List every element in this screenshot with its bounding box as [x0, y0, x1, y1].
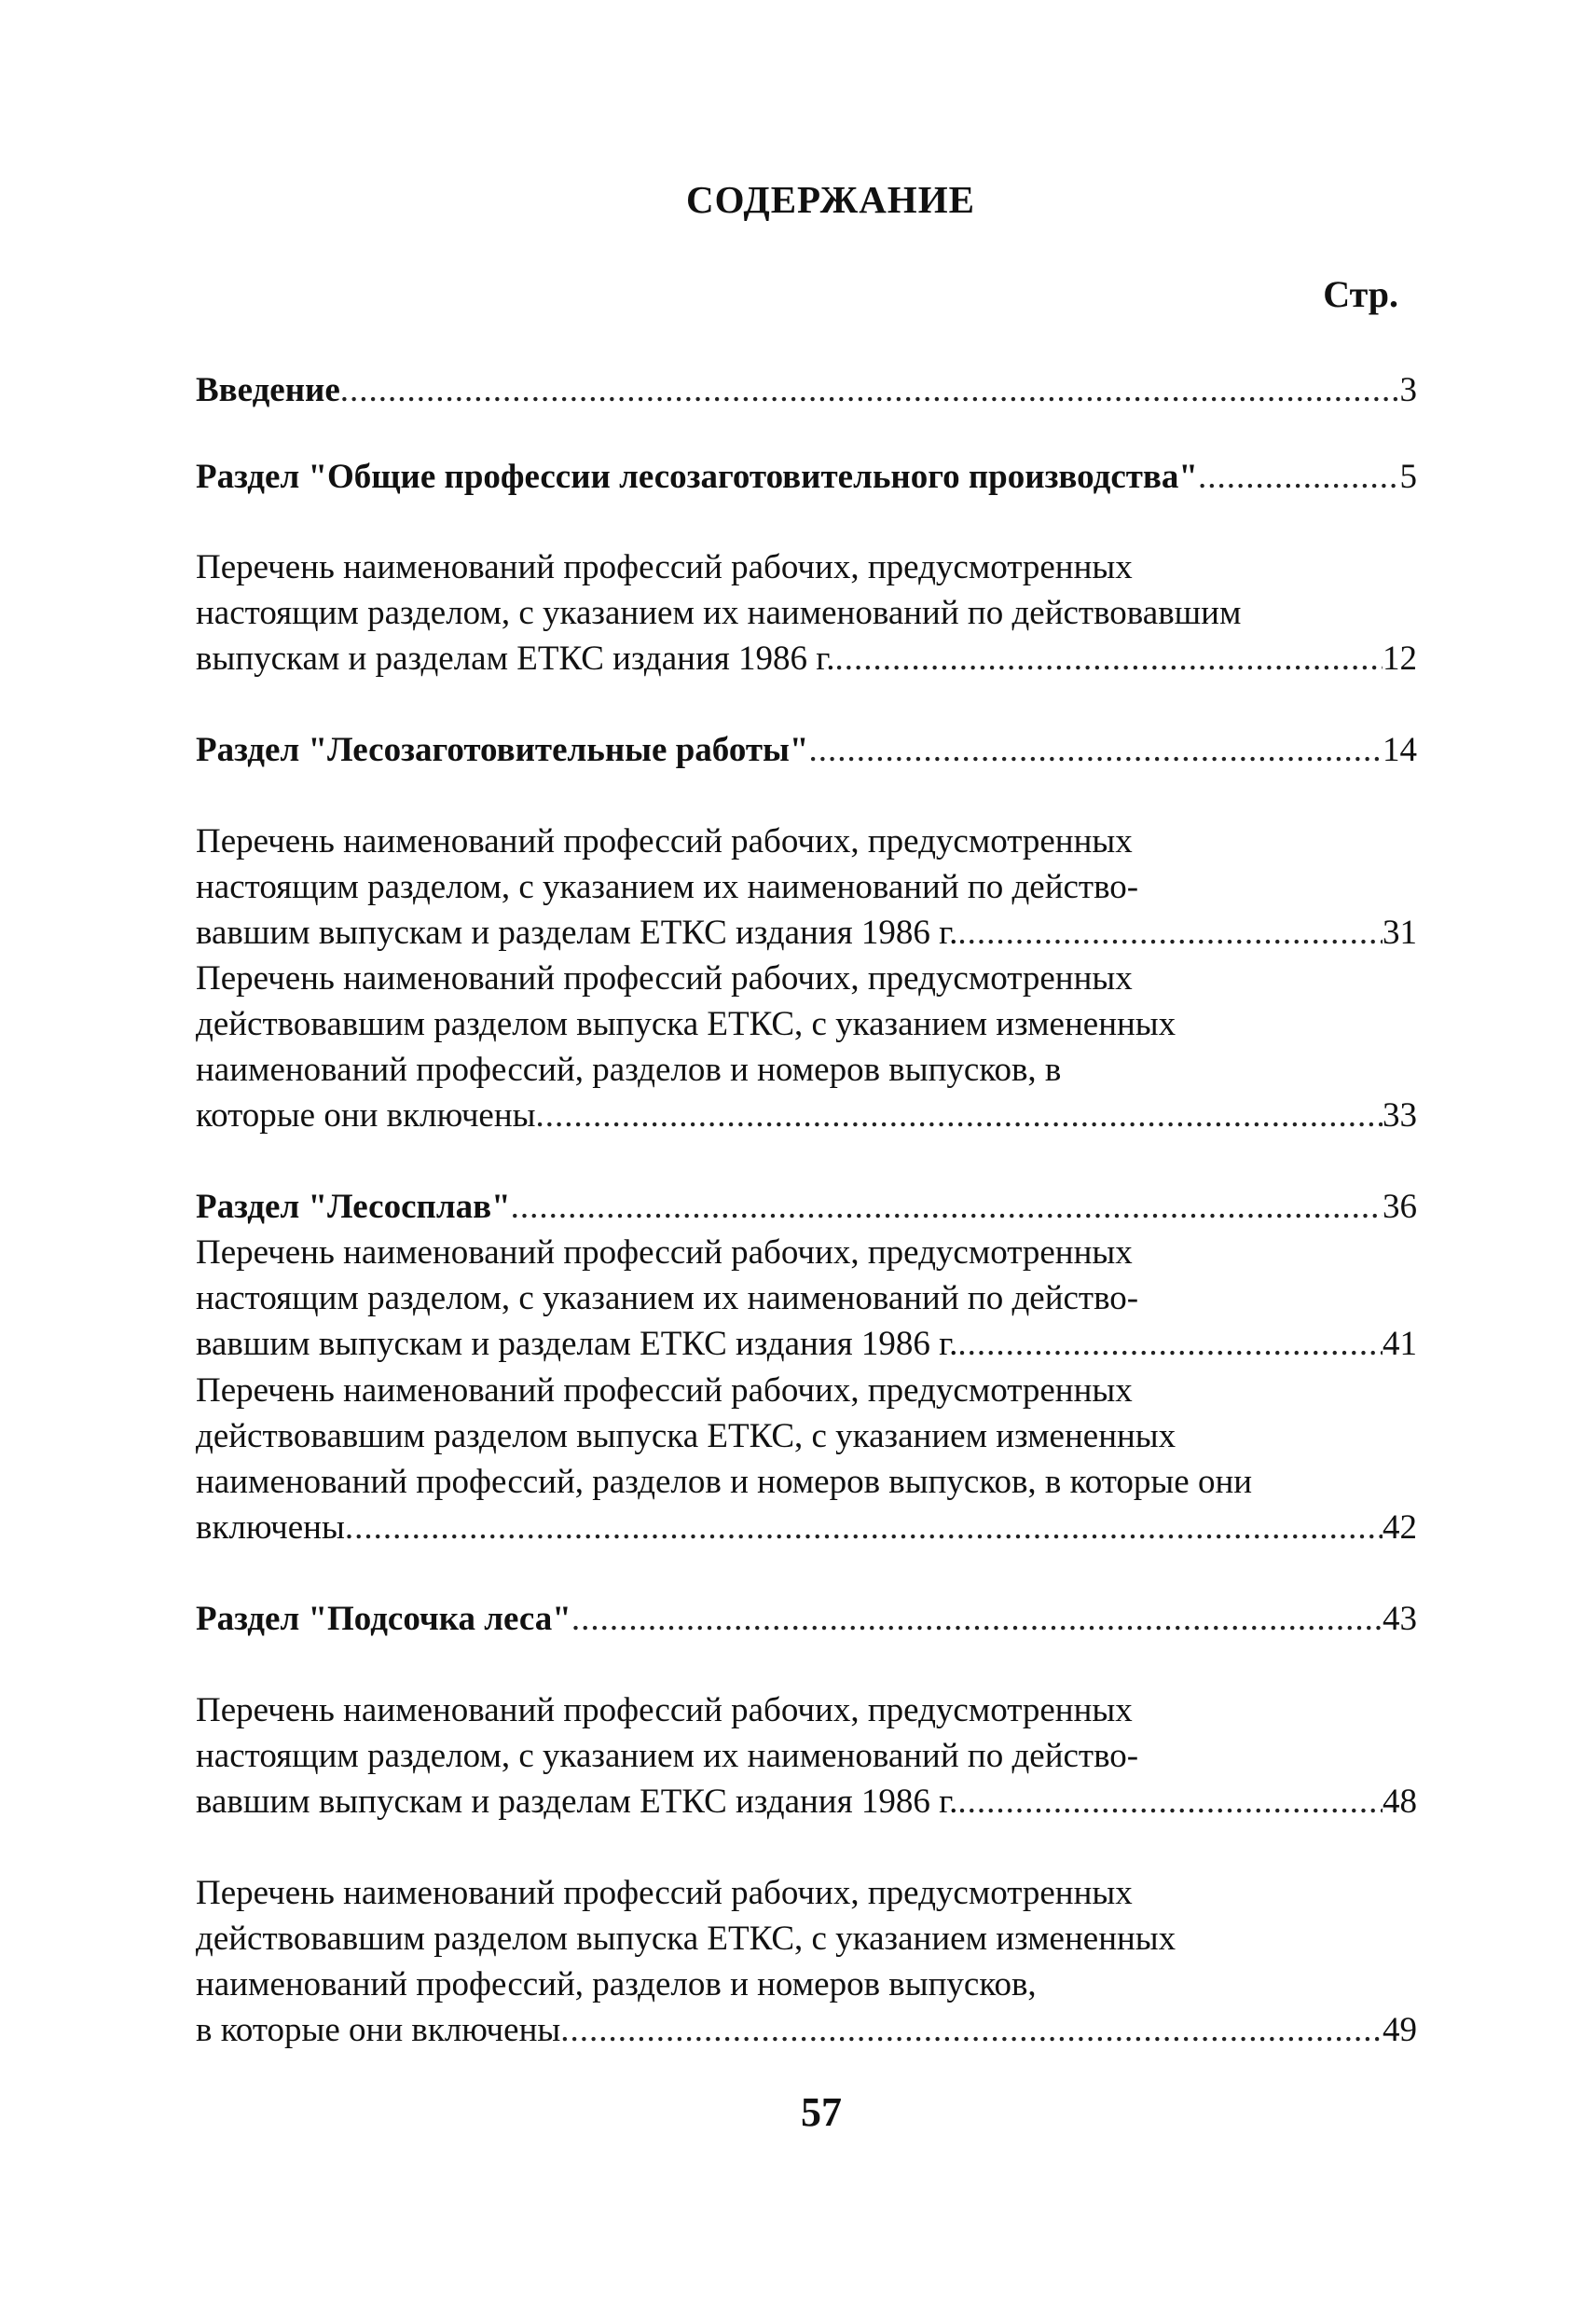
toc-entry-line: действовавшим разделом выпуска ЕТКС, с указанием измененных	[196, 1920, 1176, 1958]
toc-entry-section-logging	[196, 727, 1417, 773]
toc-page-number: 41	[1383, 1325, 1417, 1363]
toc-entry-list-logging-previous	[196, 956, 1417, 1138]
toc-dot-leader	[340, 367, 1400, 413]
toc-dot-leader	[957, 910, 1383, 956]
page-number: 57	[801, 2089, 842, 2135]
toc-entry-section-general	[196, 454, 1417, 500]
toc-page-number: 3	[1399, 371, 1417, 409]
toc-entry-line: Перечень наименований профессий рабочих, предусмотренных	[196, 1874, 1133, 1912]
toc-entry-line: настоящим разделом, с указанием их наименований по действо-	[196, 1737, 1139, 1775]
toc-entry-line: Перечень наименований профессий рабочих, предусмотренных	[196, 548, 1133, 586]
toc-entry-list-tapping-previous	[196, 1870, 1417, 2053]
toc-dot-leader	[560, 2007, 1383, 2053]
toc-entry-title: Введение	[196, 371, 340, 409]
toc-entry-last-line	[196, 1505, 1417, 1550]
toc-dot-leader	[957, 1321, 1383, 1367]
toc-entry-line: наименований профессий, разделов и номеров выпусков, в которые они	[196, 1463, 1253, 1501]
toc-entry-list-general	[196, 544, 1417, 682]
toc-entry-title: которые они включены	[196, 1096, 536, 1135]
toc-page-number: 5	[1399, 458, 1417, 496]
toc-entry-last-line	[196, 1184, 1417, 1230]
toc-entry-line: наименований профессий, разделов и номеров выпусков, в	[196, 1051, 1062, 1089]
toc-entry-last-line	[196, 454, 1417, 500]
toc-entry-list-logging-current	[196, 819, 1417, 956]
toc-entry-title: Раздел "Общие профессии лесозаготовительного производства"	[196, 458, 1198, 496]
toc-entry-line: настоящим разделом, с указанием их наименований по действовавшим	[196, 594, 1242, 632]
toc-page-number: 36	[1383, 1188, 1417, 1226]
toc-entry-last-line	[196, 727, 1417, 773]
toc-dot-leader	[1198, 454, 1400, 500]
toc-entry-title: Раздел "Подсочка леса"	[196, 1600, 571, 1638]
toc-page-number: 48	[1383, 1783, 1417, 1821]
toc-entry-last-line	[196, 910, 1417, 956]
toc-entry-line: настоящим разделом, с указанием их наименований по действо-	[196, 868, 1139, 906]
toc-dot-leader	[536, 1093, 1383, 1138]
toc-entry-line: Перечень наименований профессий рабочих, предусмотренных	[196, 1233, 1133, 1272]
toc-dot-leader	[957, 1779, 1383, 1824]
toc-entry-title: вавшим выпускам и разделам ЕТКС издания 1986 г.	[196, 914, 958, 952]
toc-entry-list-tapping-current	[196, 1687, 1417, 1824]
toc-page-number: 42	[1383, 1508, 1417, 1547]
toc-entry-title: вавшим выпускам и разделам ЕТКС издания 1986 г.	[196, 1325, 958, 1363]
toc-entry-last-line	[196, 1321, 1417, 1367]
toc-entry-last-line	[196, 1779, 1417, 1824]
toc-entry-last-line	[196, 367, 1417, 413]
toc-entry-title: Раздел "Лесозаготовительные работы"	[196, 731, 809, 769]
toc-page-number: 43	[1383, 1600, 1417, 1638]
toc-dot-leader	[511, 1184, 1383, 1230]
toc-entry-last-line	[196, 2007, 1417, 2053]
toc-entry-last-line	[196, 636, 1417, 682]
toc-dot-leader	[571, 1596, 1383, 1642]
toc-entry-line: Перечень наименований профессий рабочих, предусмотренных	[196, 1691, 1133, 1729]
toc-page-number: 49	[1383, 2011, 1417, 2049]
toc-dot-leader	[808, 727, 1383, 773]
toc-entry-introduction	[196, 367, 1417, 413]
toc-page-number: 14	[1383, 731, 1417, 769]
toc-page-number: 33	[1383, 1096, 1417, 1135]
toc-entry-title: вавшим выпускам и разделам ЕТКС издания 1986 г.	[196, 1783, 958, 1821]
toc-dot-leader	[835, 636, 1383, 682]
toc-entry-line: Перечень наименований профессий рабочих, предусмотренных	[196, 822, 1133, 860]
page-title: СОДЕРЖАНИЕ	[686, 178, 975, 221]
toc-entry-section-rafting	[196, 1184, 1417, 1230]
toc-entry-line: Перечень наименований профессий рабочих, предусмотренных	[196, 959, 1133, 998]
toc-entry-line: Перечень наименований профессий рабочих, предусмотренных	[196, 1371, 1133, 1410]
toc-entry-line: настоящим разделом, с указанием их наименований по действо-	[196, 1279, 1139, 1317]
toc-page-number: 12	[1383, 640, 1417, 678]
toc-entry-title: выпускам и разделам ЕТКС издания 1986 г.	[196, 640, 835, 678]
toc-entry-title: Раздел "Лесосплав"	[196, 1188, 511, 1226]
toc-page-number: 31	[1383, 914, 1417, 952]
toc-entry-list-rafting-previous	[196, 1368, 1417, 1550]
toc-entry-title: в которые они включены	[196, 2011, 561, 2049]
toc-entry-list-rafting-current	[196, 1230, 1417, 1367]
page-column-label: Стр.	[1323, 273, 1398, 315]
toc-entry-last-line	[196, 1093, 1417, 1138]
toc-entry-title: включены	[196, 1508, 345, 1547]
toc-entry-line: действовавшим разделом выпуска ЕТКС, с указанием измененных	[196, 1005, 1176, 1043]
toc-entry-section-tapping	[196, 1596, 1417, 1642]
toc-entry-line: наименований профессий, разделов и номеров выпусков,	[196, 1965, 1037, 2003]
toc-dot-leader	[345, 1505, 1383, 1550]
toc-entry-line: действовавшим разделом выпуска ЕТКС, с указанием измененных	[196, 1417, 1176, 1455]
toc-entry-last-line	[196, 1596, 1417, 1642]
